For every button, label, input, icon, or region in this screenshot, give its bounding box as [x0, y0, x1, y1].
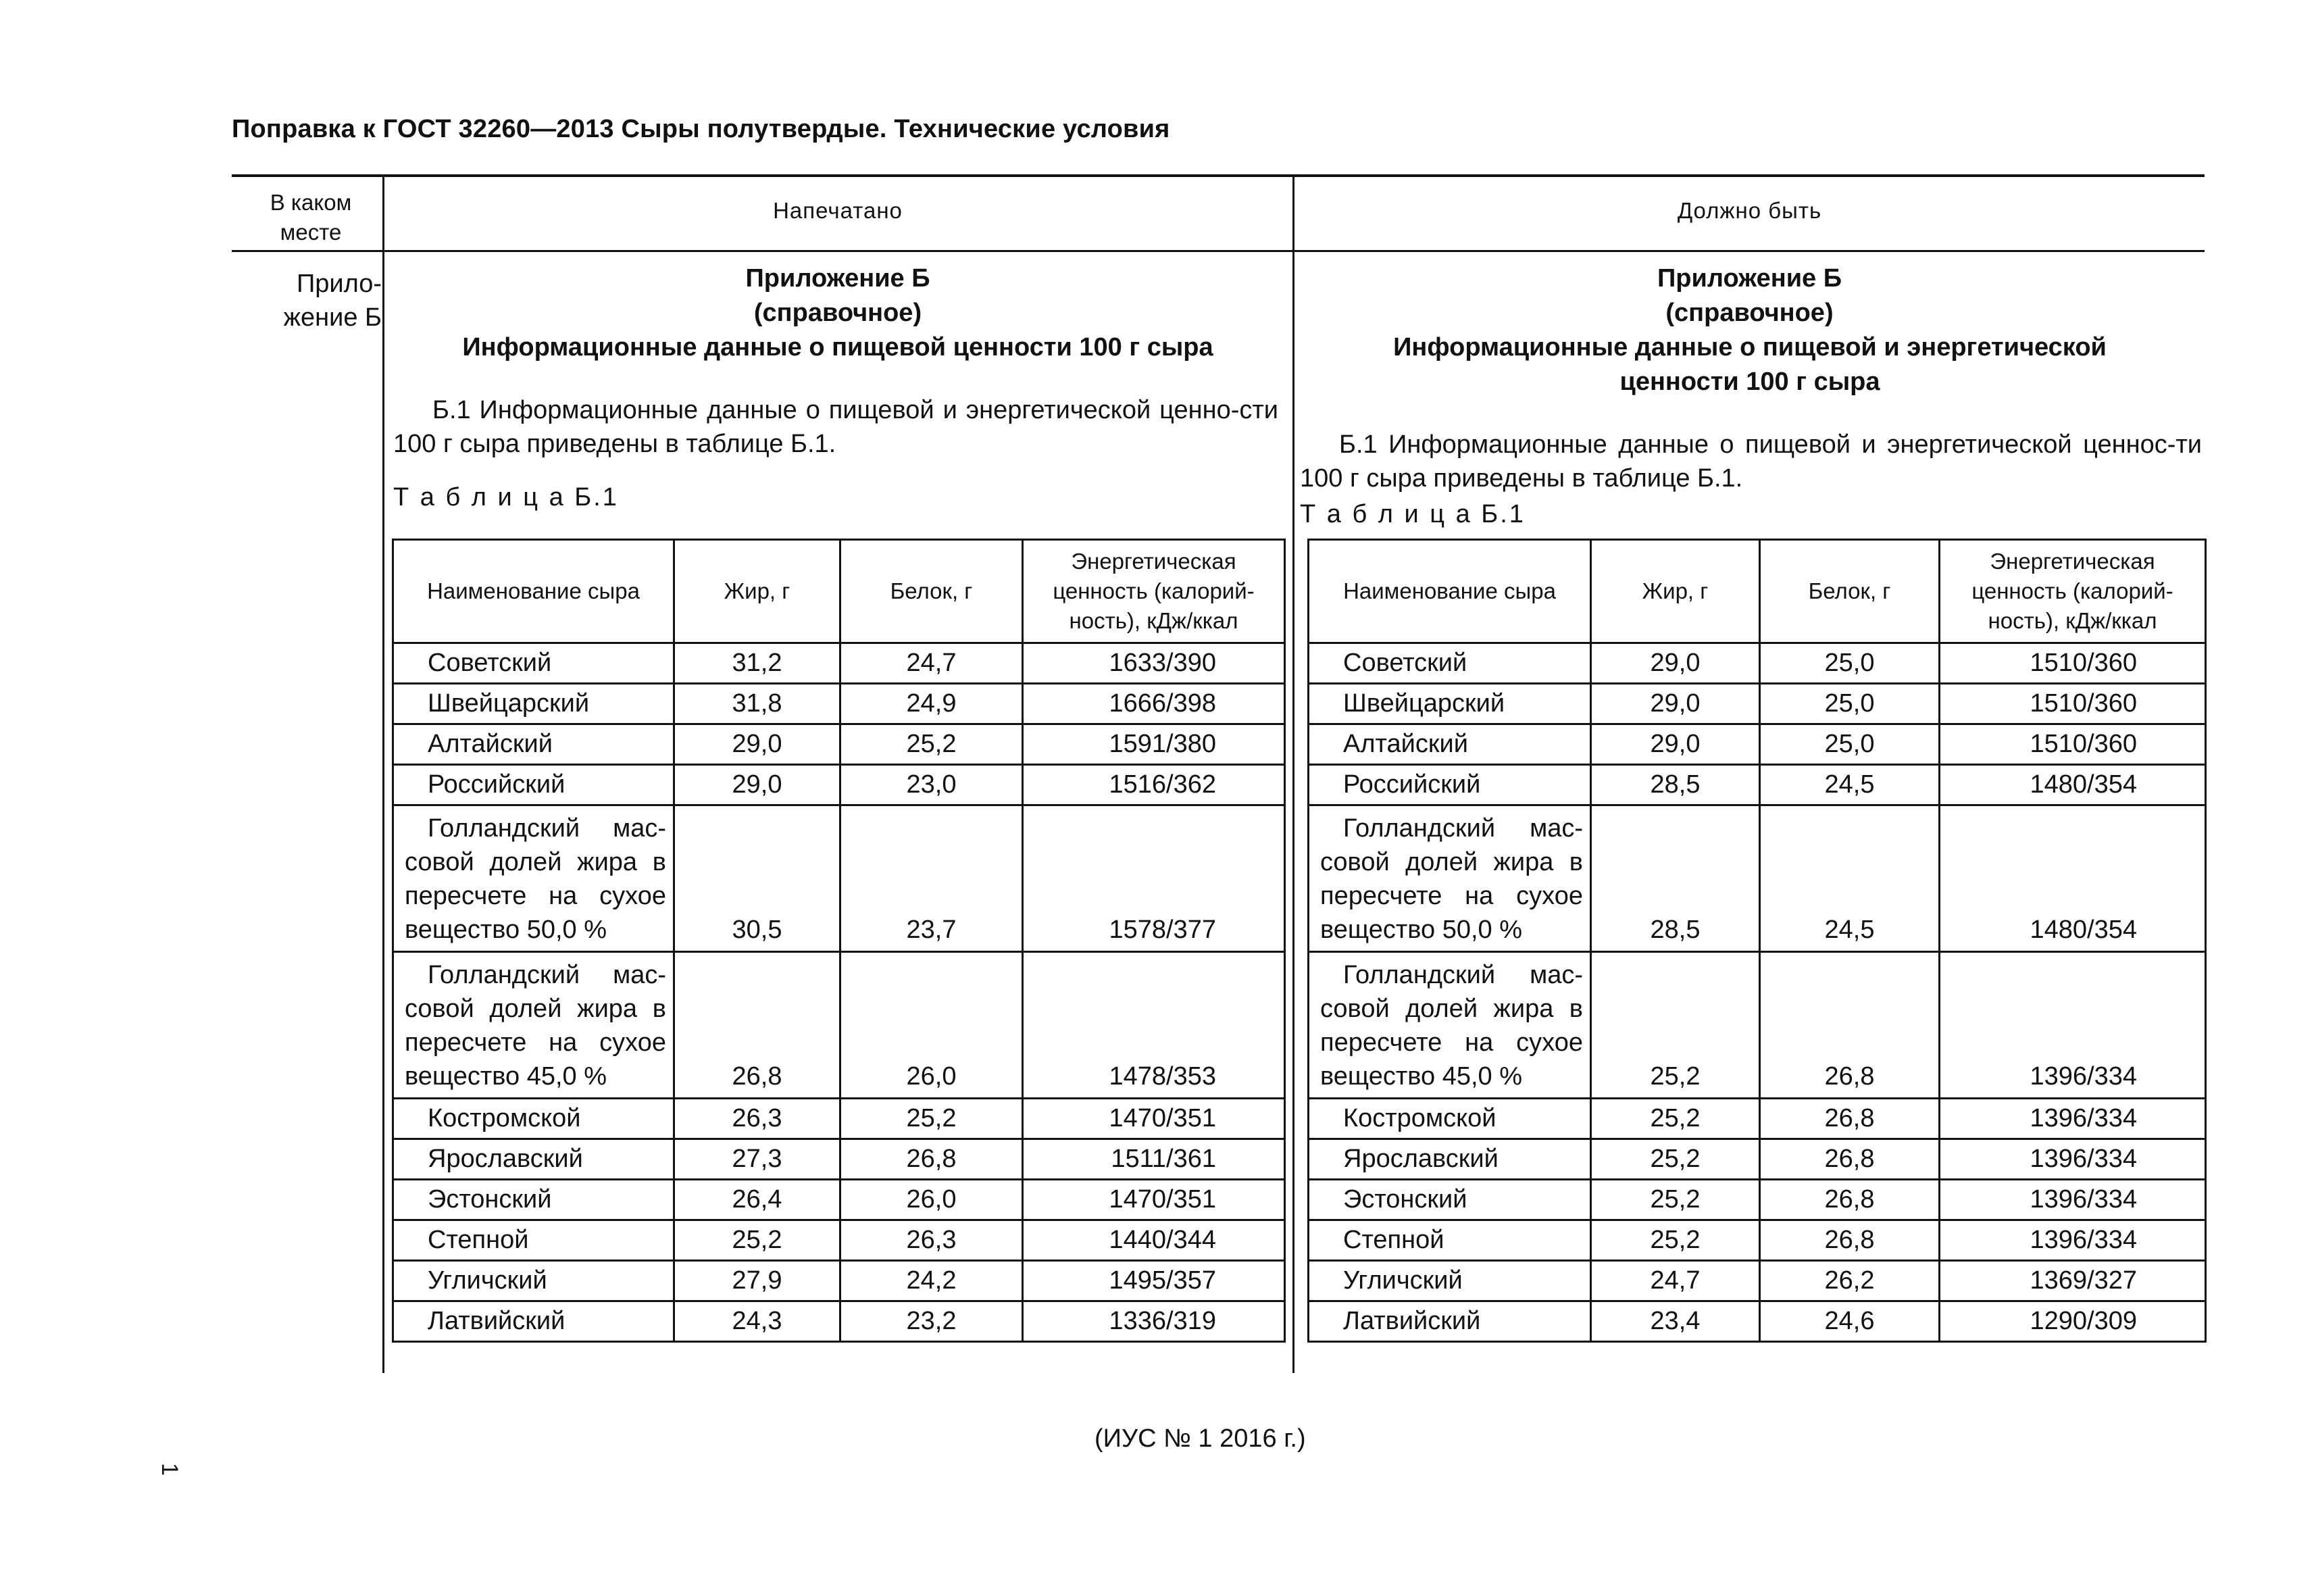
printed-protein-value: 24,2	[840, 1261, 1023, 1301]
printed-fat-value: 30,5	[674, 805, 840, 952]
should-be-table-row	[1309, 952, 2206, 1099]
printed-energy-value: 1440/344	[1023, 1220, 1285, 1261]
printed-fat-value: 29,0	[674, 765, 840, 805]
should-be-energy-value: 1290/309	[1940, 1301, 2206, 1342]
printed-appendix-title: Приложение Б	[745, 264, 930, 293]
printed-energy-value: 1470/351	[1023, 1099, 1285, 1139]
printed-cheese-name: Голландский мас-совой долей жира в пересчете на сухое вещество 45,0 %	[393, 952, 674, 1099]
printed-fat-value: 31,2	[674, 643, 840, 684]
should-be-fat-value: 23,4	[1591, 1301, 1760, 1342]
should-be-table-row	[1309, 684, 2206, 724]
should-be-protein-value: 25,0	[1760, 724, 1940, 765]
printed-protein-value: 23,7	[840, 805, 1023, 952]
printed-energy-value: 1336/319	[1023, 1301, 1285, 1342]
printed-table-row	[393, 1301, 1285, 1342]
printed-col-fat: Жир, г	[674, 540, 840, 643]
should-be-table-row	[1309, 1139, 2206, 1180]
printed-protein-value: 26,0	[840, 952, 1023, 1099]
should-be-table-label: Т а б л и ц а Б.1	[1300, 500, 1526, 528]
should-be-energy-value: 1396/334	[1940, 952, 2206, 1099]
printed-fat-value: 26,3	[674, 1099, 840, 1139]
printed-table-row	[393, 643, 1285, 684]
should-be-energy-value: 1480/354	[1940, 765, 2206, 805]
printed-cheese-name: Алтайский	[393, 724, 674, 765]
header-should-be: Должно быть	[1677, 198, 1822, 223]
printed-table-row	[393, 724, 1285, 765]
should-be-cheese-name: Эстонский	[1309, 1180, 1591, 1220]
printed-table-row	[393, 765, 1285, 805]
should-be-fat-value: 29,0	[1591, 643, 1760, 684]
printed-protein-value: 25,2	[840, 724, 1023, 765]
should-be-protein-value: 25,0	[1760, 684, 1940, 724]
footer-ius: (ИУС № 1 2016 г.)	[1095, 1424, 1306, 1453]
printed-protein-value: 23,2	[840, 1301, 1023, 1342]
header-printed: Напечатано	[773, 198, 903, 223]
should-be-protein-value: 24,6	[1760, 1301, 1940, 1342]
printed-table-row	[393, 1220, 1285, 1261]
printed-protein-value: 24,9	[840, 684, 1023, 724]
page-number: 1	[157, 1463, 182, 1476]
should-be-cheese-name: Советский	[1309, 643, 1591, 684]
should-be-fat-value: 28,5	[1591, 805, 1760, 952]
should-be-table-row	[1309, 765, 2206, 805]
printed-cheese-name: Ярославский	[393, 1139, 674, 1180]
printed-cheese-name: Степной	[393, 1220, 674, 1261]
should-be-energy-value: 1369/327	[1940, 1261, 2206, 1301]
should-be-energy-value: 1396/334	[1940, 1180, 2206, 1220]
printed-fat-value: 25,2	[674, 1220, 840, 1261]
printed-fat-value: 27,3	[674, 1139, 840, 1180]
should-be-protein-value: 24,5	[1760, 805, 1940, 952]
header-bottom-rule	[232, 250, 2205, 252]
printed-table-row	[393, 1261, 1285, 1301]
should-be-cheese-name: Костромской	[1309, 1099, 1591, 1139]
should-be-fat-value: 25,2	[1591, 952, 1760, 1099]
should-be-appendix-heading: Информационные данные о пищевой и энергетической ценности 100 г сыра	[1393, 333, 2107, 396]
should-be-protein-value: 25,0	[1760, 643, 1940, 684]
printed-energy-value: 1478/353	[1023, 952, 1285, 1099]
printed-appendix-heading: Информационные данные о пищевой ценности 100 г сыра	[462, 333, 1213, 361]
printed-protein-value: 26,8	[840, 1139, 1023, 1180]
printed-protein-value: 23,0	[840, 765, 1023, 805]
should-be-energy-value: 1510/360	[1940, 724, 2206, 765]
should-be-table-row	[1309, 1301, 2206, 1342]
printed-cheese-name: Угличский	[393, 1261, 674, 1301]
printed-table-row	[393, 1099, 1285, 1139]
printed-cheese-name: Советский	[393, 643, 674, 684]
should-be-col-energy: Энергетическая ценность (калорий-ность), кДж/ккал	[1940, 540, 2206, 643]
printed-fat-value: 26,8	[674, 952, 840, 1099]
should-be-protein-value: 26,8	[1760, 1099, 1940, 1139]
should-be-protein-value: 24,5	[1760, 765, 1940, 805]
should-be-protein-value: 26,8	[1760, 1180, 1940, 1220]
should-be-fat-value: 29,0	[1591, 724, 1760, 765]
should-be-table-row	[1309, 1220, 2206, 1261]
should-be-protein-value: 26,8	[1760, 1220, 1940, 1261]
should-be-fat-value: 29,0	[1591, 684, 1760, 724]
printed-cheese-name: Костромской	[393, 1099, 674, 1139]
should-be-protein-value: 26,2	[1760, 1261, 1940, 1301]
printed-protein-value: 26,0	[840, 1180, 1023, 1220]
should-be-cheese-name: Латвийский	[1309, 1301, 1591, 1342]
should-be-fat-value: 25,2	[1591, 1180, 1760, 1220]
should-be-protein-value: 26,8	[1760, 952, 1940, 1099]
printed-table-row	[393, 684, 1285, 724]
printed-cheese-name: Российский	[393, 765, 674, 805]
should-be-cheese-name: Швейцарский	[1309, 684, 1591, 724]
should-be-fat-value: 25,2	[1591, 1099, 1760, 1139]
should-be-appendix-kind: (справочное)	[1665, 299, 1834, 327]
printed-col-energy: Энергетическая ценность (калорий-ность), кДж/ккал	[1023, 540, 1285, 643]
should-be-fat-value: 25,2	[1591, 1139, 1760, 1180]
printed-energy-value: 1470/351	[1023, 1180, 1285, 1220]
should-be-energy-value: 1396/334	[1940, 1099, 2206, 1139]
printed-col-protein: Белок, г	[840, 540, 1023, 643]
printed-protein-value: 24,7	[840, 643, 1023, 684]
document-title: Поправка к ГОСТ 32260—2013 Сыры полутвердые. Технические условия	[232, 115, 1170, 143]
should-be-cheese-name: Ярославский	[1309, 1139, 1591, 1180]
should-be-energy-value: 1510/360	[1940, 643, 2206, 684]
should-be-col-name: Наименование сыра	[1309, 540, 1591, 643]
printed-energy-value: 1666/398	[1023, 684, 1285, 724]
printed-protein-value: 25,2	[840, 1099, 1023, 1139]
printed-table-row	[393, 952, 1285, 1099]
should-be-cheese-name: Степной	[1309, 1220, 1591, 1261]
row-place: Прило- жение Б	[283, 270, 382, 332]
should-be-energy-value: 1396/334	[1940, 1220, 2206, 1261]
should-be-cheese-name: Алтайский	[1309, 724, 1591, 765]
should-be-table-row	[1309, 805, 2206, 952]
should-be-table-row	[1309, 1180, 2206, 1220]
printed-cheese-name: Латвийский	[393, 1301, 674, 1342]
should-be-protein-value: 26,8	[1760, 1139, 1940, 1180]
printed-appendix-kind: (справочное)	[753, 299, 922, 327]
printed-table-row	[393, 1139, 1285, 1180]
should-be-cheese-name: Голландский мас-совой долей жира в пересчете на сухое вещество 45,0 %	[1309, 952, 1591, 1099]
printed-fat-value: 27,9	[674, 1261, 840, 1301]
printed-col-name: Наименование сыра	[393, 540, 674, 643]
should-be-cheese-name: Голландский мас-совой долей жира в пересчете на сухое вещество 50,0 %	[1309, 805, 1591, 952]
printed-table	[392, 539, 1286, 1343]
printed-energy-value: 1633/390	[1023, 643, 1285, 684]
printed-protein-value: 26,3	[840, 1220, 1023, 1261]
should-be-appendix-title: Приложение Б	[1657, 264, 1842, 293]
top-rule	[232, 174, 2205, 177]
should-be-table-row	[1309, 1261, 2206, 1301]
should-be-table-row	[1309, 724, 2206, 765]
printed-fat-value: 26,4	[674, 1180, 840, 1220]
should-be-col-protein: Белок, г	[1760, 540, 1940, 643]
printed-energy-value: 1578/377	[1023, 805, 1285, 952]
should-be-cheese-name: Угличский	[1309, 1261, 1591, 1301]
printed-cheese-name: Швейцарский	[393, 684, 674, 724]
should-be-cheese-name: Российский	[1309, 765, 1591, 805]
should-be-table	[1307, 539, 2207, 1343]
printed-table-label: Т а б л и ц а Б.1	[393, 483, 619, 512]
printed-fat-value: 31,8	[674, 684, 840, 724]
should-be-paragraph: Б.1 Информационные данные о пищевой и энергетической ценнос-ти 100 г сыра приведены в таблице Б.1.	[1300, 430, 2202, 493]
printed-energy-value: 1591/380	[1023, 724, 1285, 765]
printed-energy-value: 1495/357	[1023, 1261, 1285, 1301]
should-be-energy-value: 1510/360	[1940, 684, 2206, 724]
printed-energy-value: 1516/362	[1023, 765, 1285, 805]
should-be-table-row	[1309, 643, 2206, 684]
should-be-table-row	[1309, 1099, 2206, 1139]
printed-column-divider	[1292, 177, 1294, 1373]
printed-table-row	[393, 805, 1285, 952]
printed-cheese-name: Эстонский	[393, 1180, 674, 1220]
header-place: В каком месте	[270, 190, 352, 245]
should-be-energy-value: 1396/334	[1940, 1139, 2206, 1180]
printed-table-row	[393, 1180, 1285, 1220]
place-column-divider	[382, 177, 384, 1373]
should-be-col-fat: Жир, г	[1591, 540, 1760, 643]
printed-fat-value: 24,3	[674, 1301, 840, 1342]
printed-paragraph: Б.1 Информационные данные о пищевой и энергетической ценно-сти 100 г сыра приведены в таблице Б.1.	[393, 396, 1278, 458]
should-be-fat-value: 28,5	[1591, 765, 1760, 805]
should-be-fat-value: 25,2	[1591, 1220, 1760, 1261]
should-be-energy-value: 1480/354	[1940, 805, 2206, 952]
printed-fat-value: 29,0	[674, 724, 840, 765]
should-be-fat-value: 24,7	[1591, 1261, 1760, 1301]
printed-energy-value: 1511/361	[1023, 1139, 1285, 1180]
printed-cheese-name: Голландский мас-совой долей жира в пересчете на сухое вещество 50,0 %	[393, 805, 674, 952]
